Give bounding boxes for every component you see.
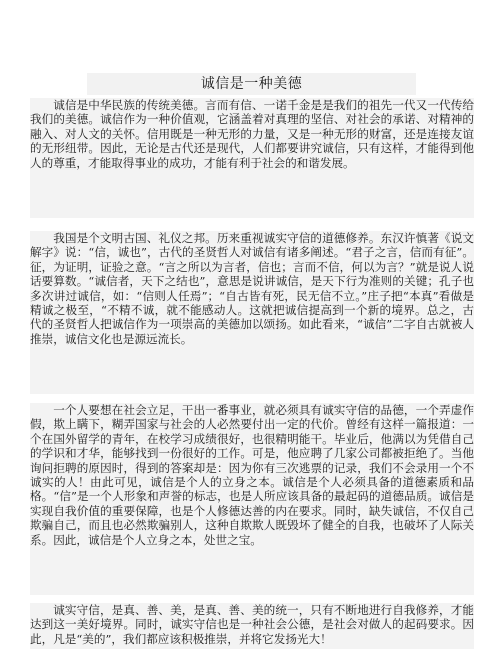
paragraph-4: 诚实守信，是真、善、美，是真、善、美的统一，只有不断地进行自我修养，才能达到这一美好境界。同时，诚实守信也是一种社会公德，是社会对做人的起码要求。因此，凡是“美的”，我们都应该积极推崇，并将它发扬光大！ bbox=[30, 603, 474, 649]
paragraph-3: 一个人要想在社会立足，干出一番事业，就必须具有诚实守信的品德，一个弄虚作假，欺上瞒下，糊弄国家与社会的人必然要付出一定的代价。曾经有这样一篇报道：一个在国外留学的青年，在校学习成绩很好，也很精明能干。毕业后，他满以为凭借自己的学识和才华，能够找到一份很好的工作。可是，他应聘了几家公司都被拒绝了。当他询问拒聘的原因时，得到的答案却是：因为你有三次逃票的记录，我们不会录用一个不诚实的人！由此可见，诚信是个人的立身之本。诚信是个人必须具备的道德素质和品格。“信”是一个人形象和声誉的标志，也是人所应该具备的最起码的道德品质。诚信是实现自我价值的重要保障，也是个人修德达善的内在要求。同时，缺失诚信，不仅自己欺骗自己，而且也必然欺骗别人，这种自欺欺人既毁坏了健全的自我，也破坏了人际关系。因此，诚信是个人立身之本，处世之宝。 bbox=[30, 403, 474, 595]
paragraph-1: 诚信是中华民族的传统美德。言而有信、一诺千金是是我们的祖先一代又一代传给我们的美德。诚信作为一种价值观，它涵盖着对真理的坚信、对社会的承诺、对精神的融入、对人文的关怀。信用既是一种无形的力量，又是一种无形的财富，还是连接友谊的无形纽带。因此，无论是古代还是现代，人们都要讲究诚信，只有这样，才能得到他人的尊重，才能取得事业的成功，才能有利于社会的和谐发展。 bbox=[30, 98, 474, 218]
title-banner bbox=[87, 73, 416, 95]
paragraph-2: 我国是个文明古国、礼仪之邦。历来重视诚实守信的道德修养。东汉许慎著《说文解字》说：“信，诚也”，古代的圣贤哲人对诚信有诸多阐述。“君子之言，信而有征”。征，为证明，证验之意。“言之所以为言者，信也；言而不信，何以为言？”就是说人说话要算数。“诚信者，天下之结也”，意思是说讲诚信，是天下行为准则的关键；孔子也多次讲过诚信，如：“信则人任焉”；“自古皆有死，民无信不立。”庄子把“本真”看做是精诚之极至，“不精不诚，就不能感动人。这就把诚信提高到一个新的境界。总之，古代的圣贤哲人把诚信作为一项崇高的美德加以颂扬。如此看来，“诚信”二字自古就被人推崇，诚信文化也是源远流长。 bbox=[30, 231, 474, 394]
document-title: 诚信是一种美德 bbox=[200, 76, 303, 92]
